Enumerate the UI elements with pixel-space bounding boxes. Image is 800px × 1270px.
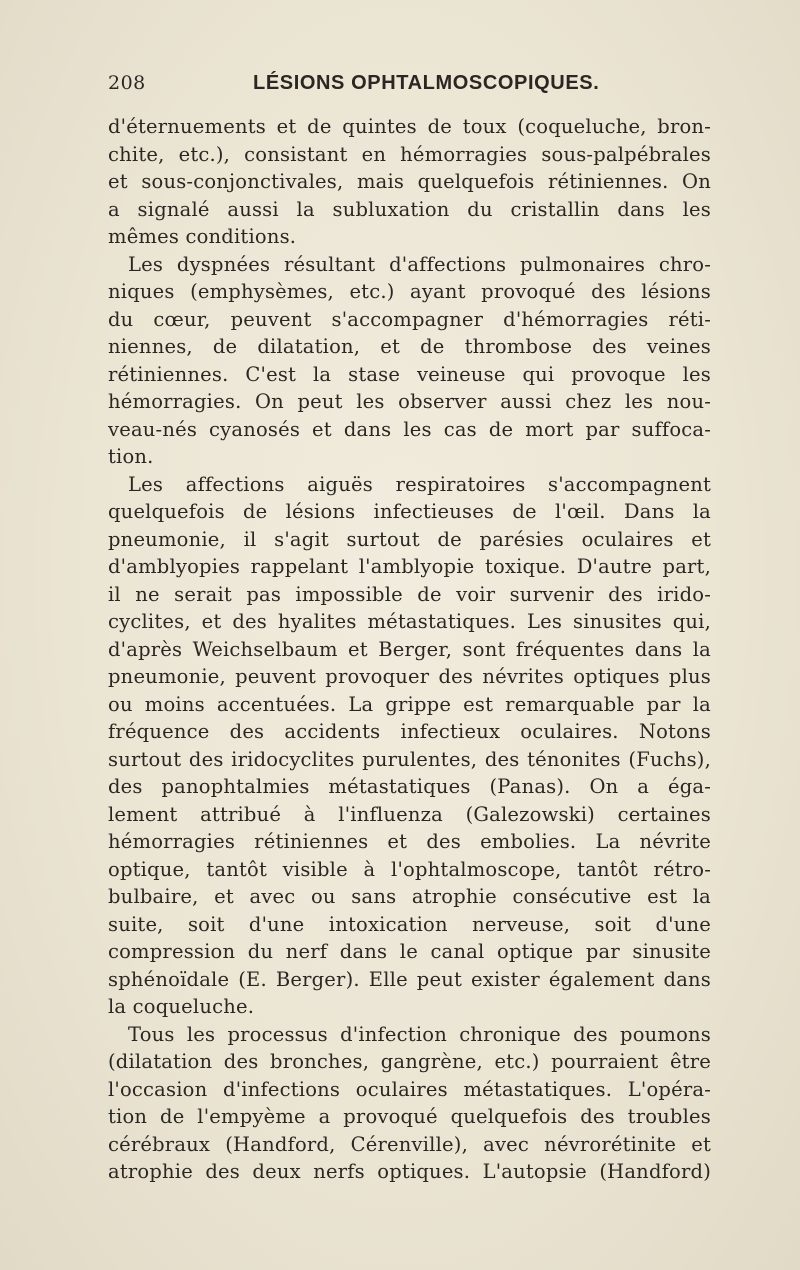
text-line: mêmes conditions. <box>108 225 297 248</box>
text-line: tion de l'empyème a provoqué quelquefois des troubles <box>108 1105 711 1128</box>
text-line: l'occasion d'infections oculaires métastatiques. L'opéra- <box>108 1077 711 1101</box>
text-line: hémorragies. On peut les observer aussi chez les nou- <box>108 390 711 413</box>
text-line: (dilatation des bronches, gangrène, etc.) pourraient être <box>108 1050 711 1073</box>
paragraph-4 <box>108 1021 711 1186</box>
text-line: veau-nés cyanosés et dans les cas de mort par suffoca- <box>108 417 711 441</box>
text-line: quelquefois de lésions infectieuses de l'œil. Dans la <box>108 500 711 523</box>
text-line: d'après Weichselbaum et Berger, sont fréquentes dans la <box>108 637 711 661</box>
text-line: surtout des iridocyclites purulentes, des ténonites (Fuchs), <box>108 747 711 771</box>
text-line: a signalé aussi la subluxation du cristallin dans les <box>108 197 711 221</box>
text-line: hémorragies rétiniennes et des embolies. La névrite <box>108 830 711 853</box>
text-line: pneumonie, peuvent provoquer des névrites optiques plus <box>108 665 711 688</box>
page-number: 208 <box>108 72 146 94</box>
text-line: d'éternuements et de quintes de toux (coqueluche, bron- <box>108 115 711 138</box>
paragraph-1 <box>108 113 711 251</box>
running-title: LÉSIONS OPHTALMOSCOPIQUES. <box>253 72 600 94</box>
text-line: sphénoïdale (E. Berger). Elle peut exister également dans <box>108 967 711 991</box>
text-line: fréquence des accidents infectieux oculaires. Notons <box>108 720 711 743</box>
text-line: ou moins accentuées. La grippe est remarquable par la <box>108 692 711 716</box>
text-line: pneumonie, il s'agit surtout de parésies oculaires et <box>108 527 711 551</box>
text-line: bulbaire, et avec ou sans atrophie consécutive est la <box>108 885 711 908</box>
text-line: la coqueluche. <box>108 995 255 1018</box>
text-line: il ne serait pas impossible de voir survenir des irido- <box>108 582 711 606</box>
text-line: rétiniennes. C'est la stase veineuse qui provoque les <box>108 362 711 386</box>
page-header <box>108 72 712 102</box>
paragraph-3 <box>108 471 711 1021</box>
text-line: et sous-conjonctivales, mais quelquefois rétiniennes. On <box>108 170 711 193</box>
text-line: lement attribué à l'influenza (Galezowski) certaines <box>108 802 711 826</box>
body-text <box>108 113 711 1186</box>
text-line: d'amblyopies rappelant l'amblyopie toxique. D'autre part, <box>108 555 711 578</box>
text-line: des panophtalmies métastatiques (Panas). On a éga- <box>108 775 711 798</box>
text-line: Tous les processus d'infection chronique des poumons <box>128 1022 711 1046</box>
text-line: atrophie des deux nerfs optiques. L'autopsie (Handford) <box>108 1160 711 1183</box>
text-line: Les dyspnées résultant d'affections pulmonaires chro- <box>128 252 711 276</box>
text-line: compression du nerf dans le canal optique par sinusite <box>108 940 711 963</box>
text-line: niennes, de dilatation, et de thrombose des veines <box>108 335 711 358</box>
text-line: niques (emphysèmes, etc.) ayant provoqué des lésions <box>108 280 711 303</box>
text-line: tion. <box>108 445 154 468</box>
text-line: cérébraux (Handford, Cérenville), avec névrorétinite et <box>108 1132 711 1156</box>
text-line: du cœur, peuvent s'accompagner d'hémorragies réti- <box>108 307 711 331</box>
text-line: chite, etc.), consistant en hémorragies sous-palpébrales <box>108 142 711 166</box>
text-line: optique, tantôt visible à l'ophtalmoscope, tantôt rétro- <box>108 857 711 881</box>
text-line: Les affections aiguës respiratoires s'accompagnent <box>128 472 711 496</box>
text-line: suite, soit d'une intoxication nerveuse, soit d'une <box>108 912 711 936</box>
paragraph-2 <box>108 251 711 471</box>
text-line: cyclites, et des hyalites métastatiques. Les sinusites qui, <box>108 610 711 633</box>
